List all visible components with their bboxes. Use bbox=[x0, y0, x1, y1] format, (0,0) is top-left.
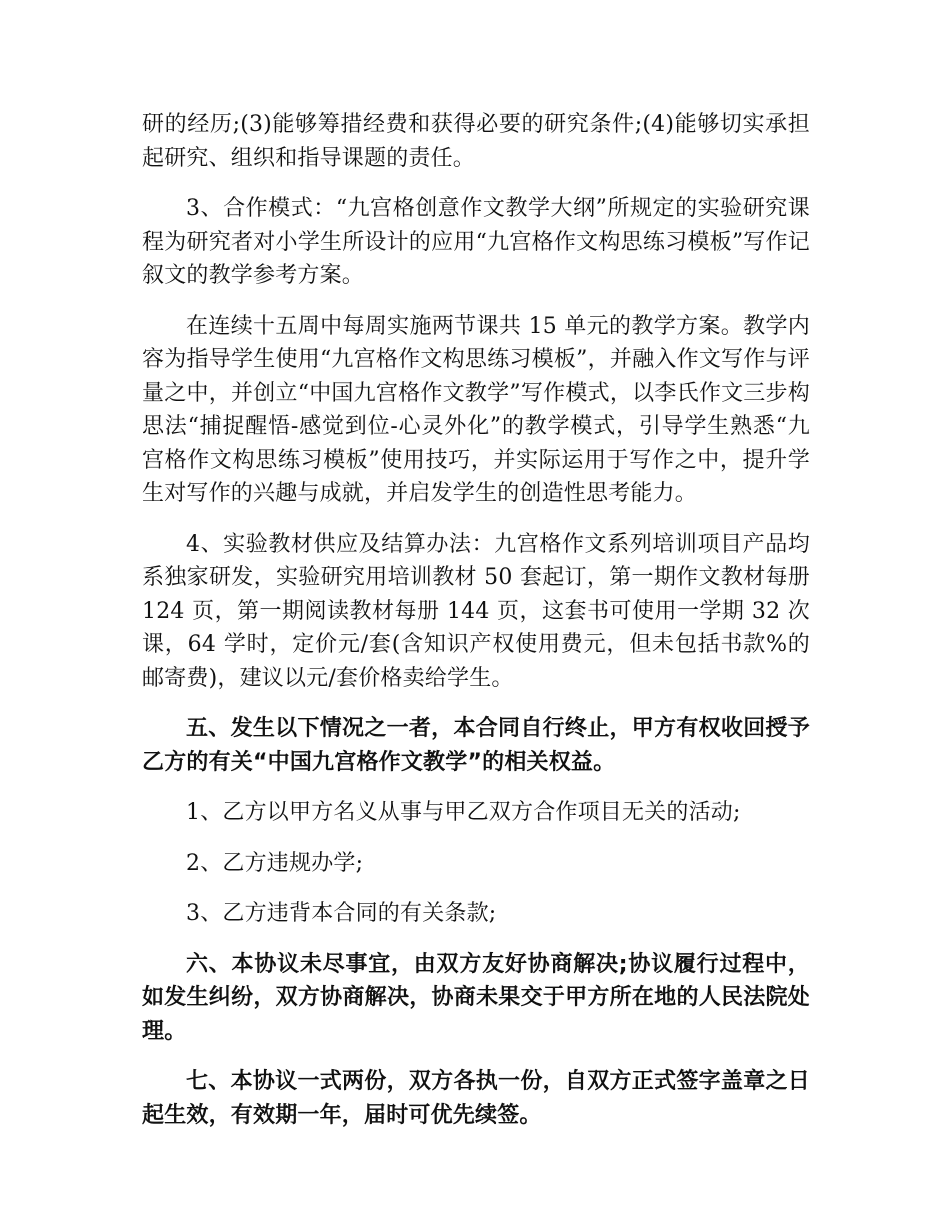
document-page bbox=[142, 108, 810, 1149]
section-six-clause: 六、本协议未尽事宜，由双方友好协商解决;协议履行过程中，如发生纠纷，双方协商解决，协商未果交于甲方所在地的人民法院处理。 bbox=[142, 951, 810, 1044]
paragraph-materials-settlement: 4、实验教材供应及结算办法：九宫格作文系列培训项目产品均系独家研发，实验研究用培训教材 50 套起订，第一期作文教材每册 124 页，第一期阅读教材每册 144 页，这套书可使用一学期 32 次课，64 学时，定价元/套(含知识产权使用费元，但未包括书款%的邮寄费)，建议以元/套价格卖给学生。 bbox=[142, 531, 810, 691]
section-seven-clause: 七、本协议一式两份，双方各执一份，自双方正式签字盖章之日起生效，有效期一年，届时可优先续签。 bbox=[142, 1069, 810, 1128]
paragraph-teaching-plan: 在连续十五周中每周实施两节课共 15 单元的教学方案。教学内容为指导学生使用“九宫格作文构思练习模板”，并融入作文写作与评量之中，并创立“中国九宫格作文教学”写作模式，以李氏作文三步构思法“捕捉醒悟-感觉到位-心灵外化”的教学模式，引导学生熟悉“九宫格作文构思练习模板”使用技巧，并实际运用于写作之中，提升学生对写作的兴趣与成就，并启发学生的创造性思考能力。 bbox=[142, 313, 810, 506]
termination-item-1: 1、乙方以甲方名义从事与甲乙双方合作项目无关的活动; bbox=[186, 800, 741, 825]
section-five-heading: 五、发生以下情况之一者，本合同自行终止，甲方有权收回授予乙方的有关“中国九宫格作文教学”的相关权益。 bbox=[142, 716, 810, 775]
termination-item-2: 2、乙方违规办学; bbox=[186, 850, 364, 876]
paragraph-continued-qualifications: 研的经历;(3)能够筹措经费和获得必要的研究条件;(4)能够切实承担起研究、组织和指导课题的责任。 bbox=[142, 112, 810, 171]
termination-item-3: 3、乙方违背本合同的有关条款; bbox=[186, 901, 497, 926]
paragraph-cooperation-mode: 3、合作模式：“九宫格创意作文教学大纲”所规定的实验研究课程为研究者对小学生所设计的应用“九宫格作文构思练习模板”写作记叙文的教学参考方案。 bbox=[142, 196, 810, 288]
